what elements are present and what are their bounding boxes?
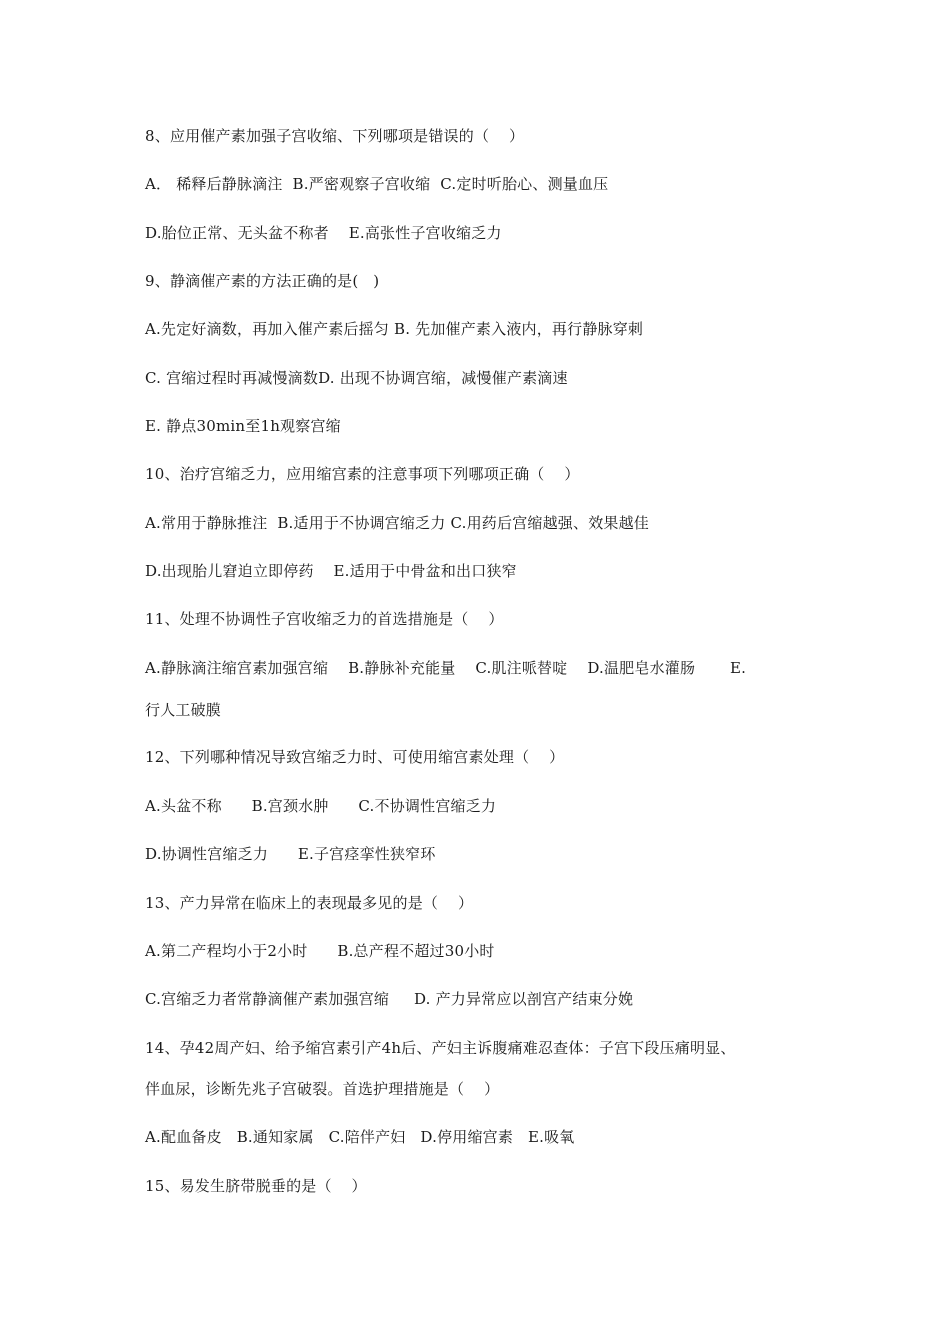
question-8-options-line-1: A． 稀释后静脉滴注 B.严密观察子宫收缩 C.定时听胎心、测量血压 — [145, 175, 609, 193]
question-9-stem: 9、静滴催产素的方法正确的是( ) — [145, 272, 380, 290]
question-8-options-line-2: D.胎位正常、无头盆不称者 E.高张性子宫收缩乏力 — [145, 224, 502, 242]
question-10-stem: 10、治疗宫缩乏力，应用缩宫素的注意事项下列哪项正确（ ） — [145, 465, 580, 483]
question-9-options-line-2: C. 宫缩过程时再减慢滴数D. 出现不协调宫缩，减慢催产素滴速 — [145, 369, 568, 387]
question-9-options-line-3: E. 静点30min至1h观察宫缩 — [145, 417, 341, 435]
question-13-stem: 13、产力异常在临床上的表现最多见的是（ ） — [145, 894, 474, 912]
question-12-stem: 12、下列哪种情况导致宫缩乏力时、可使用缩宫素处理（ ） — [145, 748, 565, 766]
question-10-options-line-1: A.常用于静脉推注 B.适用于不协调宫缩乏力 C.用药后宫缩越强、效果越佳 — [145, 514, 650, 532]
question-15-stem: 15、易发生脐带脱垂的是（ ） — [145, 1177, 367, 1195]
question-11-options-line-1: A.静脉滴注缩宫素加强宫缩 B.静脉补充能量 C.肌注哌替啶 D.温肥皂水灌肠 E. — [145, 659, 747, 677]
question-12-options-line-2: D.协调性宫缩乏力 E.子宫痉挛性狭窄环 — [145, 845, 436, 863]
question-12-options-line-1: A.头盆不称 B.宫颈水肿 C.不协调性宫缩乏力 — [145, 797, 497, 815]
question-10-options-line-2: D.出现胎儿窘迫立即停药 E.适用于中骨盆和出口狭窄 — [145, 562, 517, 580]
question-13-options-line-1: A.第二产程均小于2小时 B.总产程不超过30小时 — [145, 942, 495, 960]
question-14-stem-line-2: 伴血尿，诊断先兆子宫破裂。首选护理措施是（ ） — [145, 1080, 500, 1098]
question-14-stem-line-1: 14、孕42周产妇、给予缩宫素引产4h后、产妇主诉腹痛难忍查体：子宫下段压痛明显、 — [145, 1039, 736, 1057]
question-13-options-line-2: C.宫缩乏力者常静滴催产素加强宫缩 D. 产力异常应以剖宫产结束分娩 — [145, 990, 634, 1008]
question-9-options-line-1: A.先定好滴数，再加入催产素后摇匀 B. 先加催产素入液内，再行静脉穿刺 — [145, 320, 644, 338]
question-11-options-line-2: 行人工破膜 — [145, 701, 222, 719]
question-8-stem: 8、应用催产素加强子宫收缩、下列哪项是错误的（ ） — [145, 127, 525, 145]
question-14-options: A.配血备皮 B.通知家属 C.陪伴产妇 D.停用缩宫素 E.吸氧 — [145, 1128, 575, 1146]
question-11-stem: 11、处理不协调性子宫收缩乏力的首选措施是（ ） — [145, 610, 504, 628]
